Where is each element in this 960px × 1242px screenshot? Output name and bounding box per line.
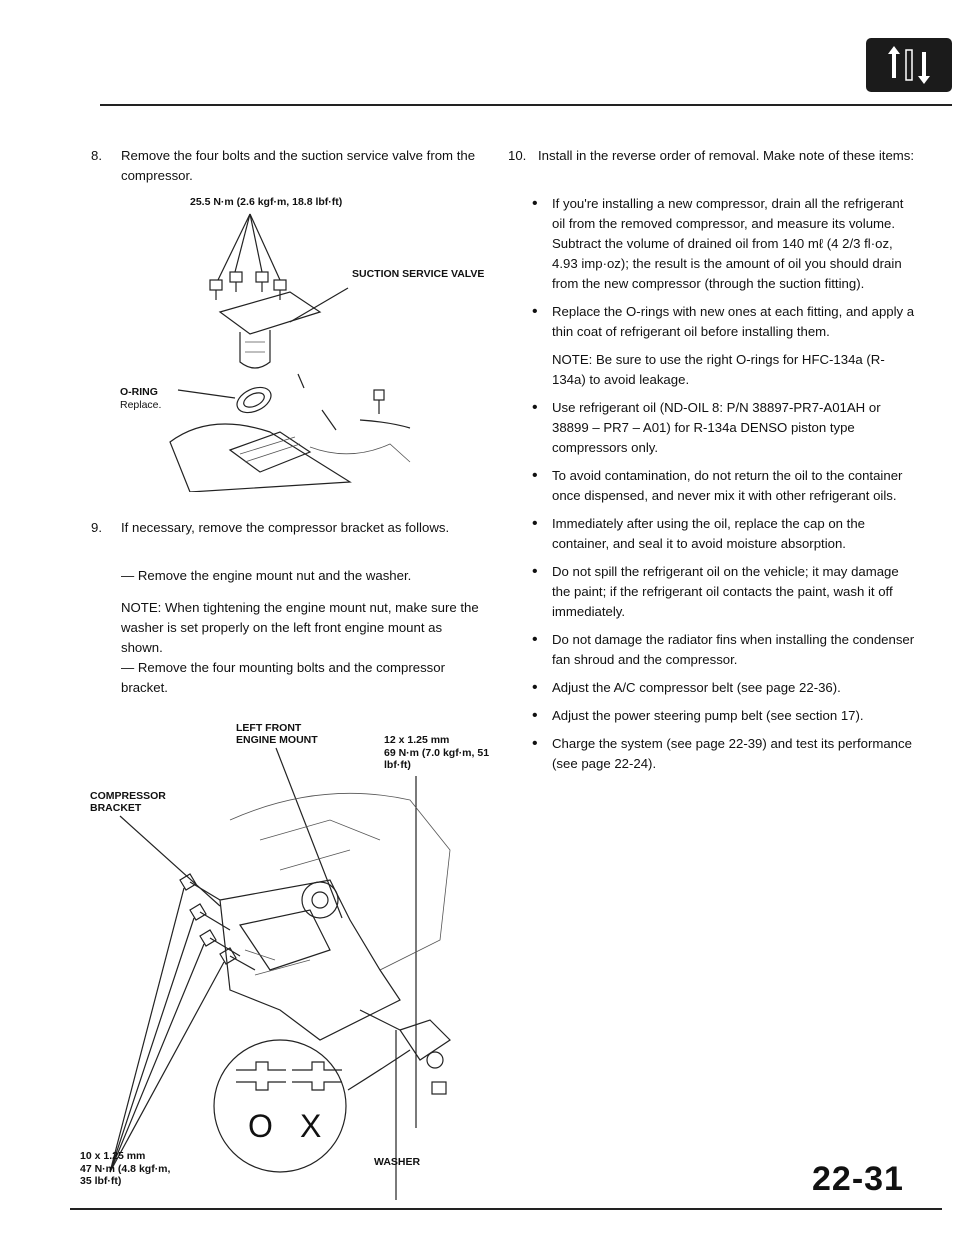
install-note (530, 350, 916, 390)
step-text: Remove the four bolts and the suction service valve from the compressor. (121, 148, 476, 183)
correct-mark: O (248, 1108, 273, 1144)
nav-arrows-icon (866, 38, 952, 92)
install-note: • Do not spill the refrigerant oil on the vehicle; it may damage the paint; if the refrigerant oil contacts the paint, wash it off immediately. (530, 562, 916, 622)
incorrect-mark: X (300, 1108, 322, 1144)
suction-service-valve-label: SUCTION SERVICE VALVE (352, 268, 485, 280)
step-9 (91, 518, 487, 558)
o-ring-replace-note: Replace. (120, 399, 162, 411)
install-note: • Charge the system (see page 22-39) and test its performance (see page 22-24). (530, 734, 916, 774)
suction-valve-illustration (90, 192, 490, 492)
left-front-engine-mount-label: LEFT FRONT ENGINE MOUNT (236, 722, 318, 746)
step-8 (91, 146, 487, 186)
figure-suction-valve (90, 192, 490, 492)
compressor-bracket-label: COMPRESSOR BRACKET (90, 790, 166, 814)
torque-label: 25.5 N·m (2.6 kgf·m, 18.8 lbf·ft) (190, 196, 343, 208)
install-note: • Replace the O-rings with new ones at each fitting, and apply a thin coat of refrigerant oil before installing them. (530, 302, 916, 342)
header-rule (100, 104, 952, 106)
mount-nut-size: 12 x 1.25 mm (384, 734, 450, 746)
step-number: 9. (91, 520, 102, 535)
install-notes-list (530, 194, 916, 782)
section-nav-badge[interactable] (866, 38, 952, 92)
step-9-sub-2: — Remove the four mounting bolts and the compressor bracket. (121, 660, 445, 695)
step-10 (508, 146, 916, 186)
install-note: • To avoid contamination, do not return the oil to the container once dispensed, and never mix it with other refrigerant oils. (530, 466, 916, 506)
step-9-sub-1: — Remove the engine mount nut and the washer. (121, 568, 412, 583)
step-text: Install in the reverse order of removal. Make note of these items: (538, 148, 915, 163)
washer-label: WASHER (374, 1156, 421, 1168)
page-number: 22-31 (812, 1160, 904, 1198)
bracket-bolt-torque: 47 N·m (4.8 kgf·m, 35 lbf·ft) (80, 1163, 171, 1187)
install-note: • Adjust the A/C compressor belt (see page 22-36). (530, 678, 916, 698)
install-note: • If you're installing a new compressor, drain all the refrigerant oil from the removed compressor, and measure its volume. Subtract the volume of drained oil from 140 mℓ (4 2/3 fl·oz, 4.93 imp·oz); the result is the amount of oil you should drain from the new compressor (through the suction fitting). (530, 194, 916, 294)
footer-rule (70, 1208, 942, 1210)
bracket-bolt-size: 10 x 1.25 mm (80, 1150, 146, 1162)
step-number: 8. (91, 148, 102, 163)
compressor-bracket-illustration (80, 710, 500, 1200)
figure-compressor-bracket (80, 710, 500, 1200)
install-note: • Use refrigerant oil (ND-OIL 8: P/N 38897-PR7-A01AH or 38899 – PR7 – A01) for R-134a DENSO piston type compressors only. (530, 398, 916, 458)
mount-nut-torque: 69 N·m (7.0 kgf·m, 51 lbf·ft) (384, 747, 490, 771)
step-text: If necessary, remove the compressor bracket as follows. (121, 520, 450, 535)
install-note: • Immediately after using the oil, replace the cap on the container, and seal it to avoid moisture absorption. (530, 514, 916, 554)
step-number: 10. (508, 148, 527, 163)
o-ring-label: O-RING (120, 386, 158, 398)
install-note: • Do not damage the radiator fins when installing the condenser fan shroud and the compressor. (530, 630, 916, 670)
install-note: • Adjust the power steering pump belt (see section 17). (530, 706, 916, 726)
install-note-text: NOTE: Be sure to use the right O-rings for HFC-134a (R-134a) to avoid leakage. (552, 352, 885, 387)
step-9-note: NOTE: When tightening the engine mount nut, make sure the washer is set properly on the left front engine mount as shown. (121, 600, 479, 655)
